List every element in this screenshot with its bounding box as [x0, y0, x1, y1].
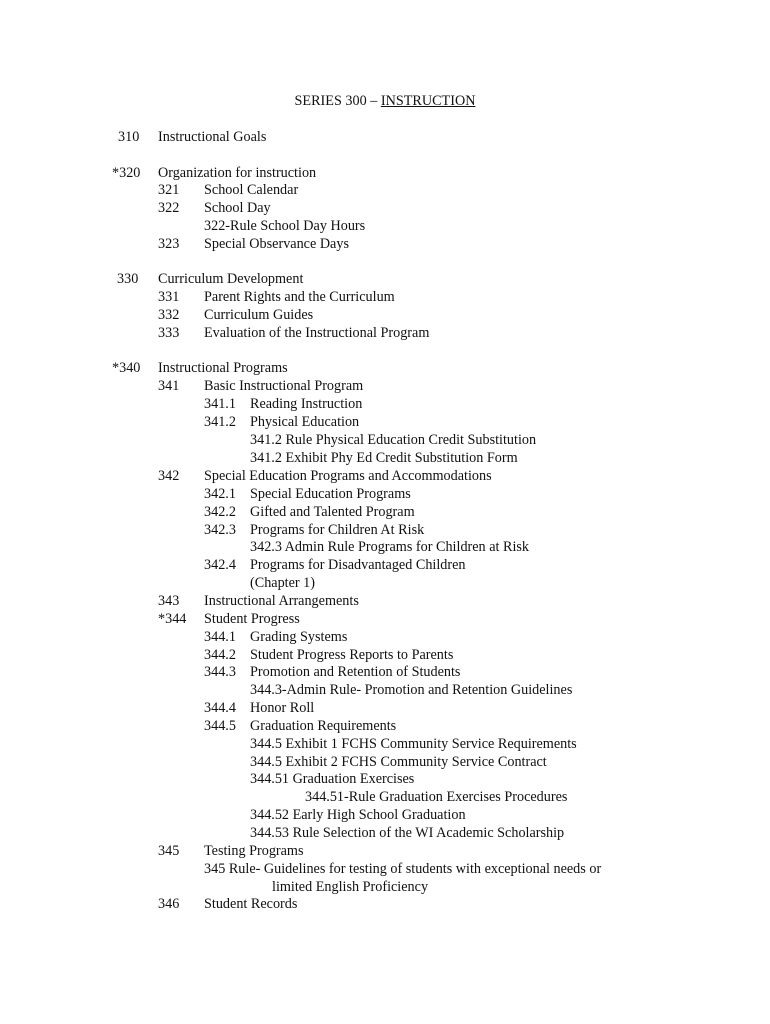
entry-title: Special Education Programs and Accommodations: [204, 468, 492, 484]
entry-number: 342.2: [204, 504, 236, 520]
page-title: [0, 93, 770, 110]
entry-number: 341.1: [204, 396, 236, 412]
entry-title: Evaluation of the Instructional Program: [204, 325, 430, 341]
entry-title: Gifted and Talented Program: [250, 504, 415, 520]
entry-number: 333: [158, 325, 180, 341]
entry-number: 330: [117, 271, 139, 287]
entry-title: Student Records: [204, 896, 298, 912]
entry-number: 344.2: [204, 647, 236, 663]
entry-title: School Calendar: [204, 182, 299, 198]
entry-number: 346: [158, 896, 180, 912]
entry-title: 341.2 Exhibit Phy Ed Credit Substitution Form: [250, 450, 518, 466]
entry-number: 321: [158, 182, 180, 198]
entry-title: 342.3 Admin Rule Programs for Children at Risk: [250, 539, 530, 555]
entry-number: 341: [158, 378, 180, 394]
entry-title: Instructional Programs: [158, 360, 288, 376]
entry-title: 344.3-Admin Rule- Promotion and Retention Guidelines: [250, 682, 573, 698]
entry-title: Programs for Disadvantaged Children: [250, 557, 466, 573]
entry-title: Graduation Requirements: [250, 718, 397, 734]
entry-number: 345: [158, 843, 180, 859]
entry-number: 342.3: [204, 522, 236, 538]
entry-number: 342.1: [204, 486, 236, 502]
entry-title: 341.2 Rule Physical Education Credit Substitution: [250, 432, 537, 448]
entry-title: Instructional Arrangements: [204, 593, 359, 609]
entry-number: 323: [158, 236, 180, 252]
entry-title: 344.51-Rule Graduation Exercises Procedures: [305, 789, 568, 805]
entry-title: 344.5 Exhibit 1 FCHS Community Service Requirements: [250, 736, 577, 752]
entry-title: (Chapter 1): [250, 575, 316, 591]
entry-number: *344: [158, 611, 187, 627]
entry-number: 310: [118, 129, 140, 145]
entry-title: Special Education Programs: [250, 486, 411, 502]
entry-title: 344.5 Exhibit 2 FCHS Community Service Contract: [250, 754, 547, 770]
entry-title: Parent Rights and the Curriculum: [204, 289, 395, 305]
entry-number: 344.3: [204, 664, 236, 680]
entry-title: 344.52 Early High School Graduation: [250, 807, 466, 823]
title-prefix: SERIES 300 –: [294, 93, 381, 109]
entry-number: 341.2: [204, 414, 236, 430]
entry-title: Special Observance Days: [204, 236, 349, 252]
entry-title: Student Progress Reports to Parents: [250, 647, 454, 663]
entry-title: limited English Proficiency: [272, 879, 429, 895]
title-main: INSTRUCTION: [380, 93, 476, 109]
entry-title: Honor Roll: [250, 700, 315, 716]
entry-title: Curriculum Development: [158, 271, 304, 287]
entry-number: 331: [158, 289, 180, 305]
entry-title: 344.51 Graduation Exercises: [250, 771, 415, 787]
entry-title: School Day: [204, 200, 271, 216]
entry-number: 344.5: [204, 718, 236, 734]
entry-title: Grading Systems: [250, 629, 348, 645]
entry-number: 344.1: [204, 629, 236, 645]
entry-title: Reading Instruction: [250, 396, 363, 412]
entry-number: 332: [158, 307, 180, 323]
entry-title: Physical Education: [250, 414, 360, 430]
entry-number: 343: [158, 593, 180, 609]
entry-number: 344.4: [204, 700, 236, 716]
entry-title: Basic Instructional Program: [204, 378, 364, 394]
entry-number: 342.4: [204, 557, 236, 573]
entry-number: 342: [158, 468, 180, 484]
entry-number: 322: [158, 200, 180, 216]
entry-title: 344.53 Rule Selection of the WI Academic Scholarship: [250, 825, 565, 841]
entry-title: Curriculum Guides: [204, 307, 314, 323]
entry-title: 345 Rule- Guidelines for testing of students with exceptional needs or: [204, 861, 602, 877]
entry-title: Promotion and Retention of Students: [250, 664, 461, 680]
entry-title: Instructional Goals: [158, 129, 267, 145]
entry-number: *340: [112, 360, 141, 376]
entry-title: Testing Programs: [204, 843, 304, 859]
entry-title: Student Progress: [204, 611, 300, 627]
entry-title: 322-Rule School Day Hours: [204, 218, 366, 234]
entry-number: *320: [112, 165, 141, 181]
entry-title: Organization for instruction: [158, 165, 317, 181]
entry-title: Programs for Children At Risk: [250, 522, 425, 538]
